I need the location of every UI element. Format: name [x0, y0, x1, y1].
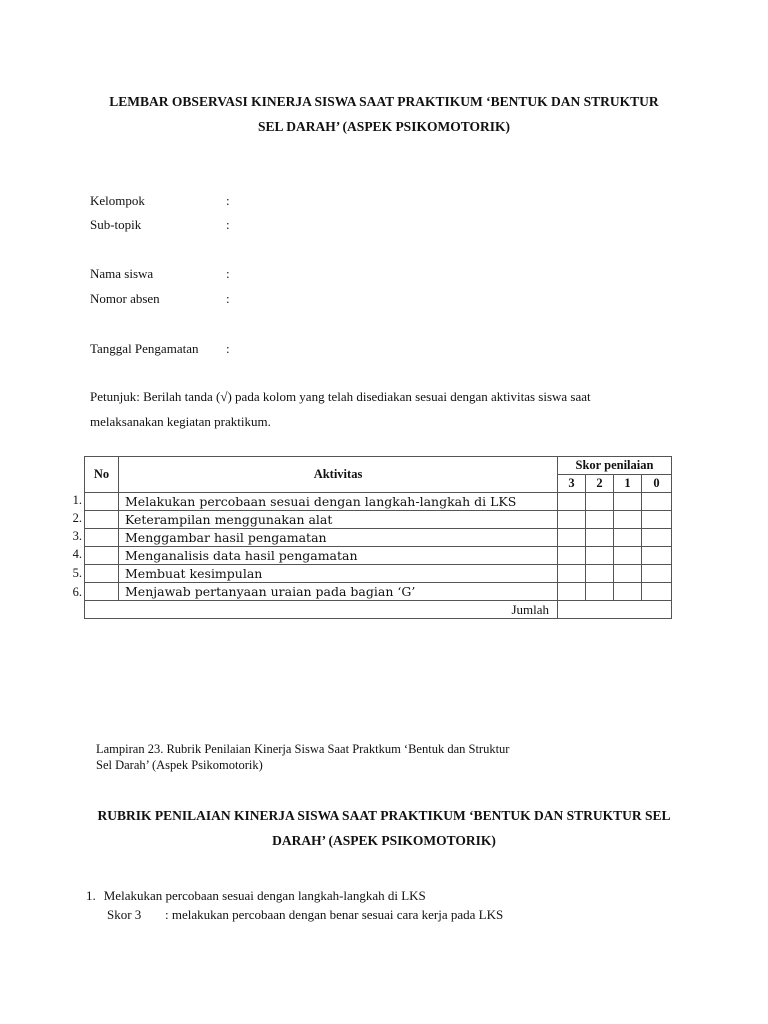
- activity-cell: Melakukan percobaan sesuai dengan langkah-langkah di LKS: [119, 493, 558, 511]
- score-cell[interactable]: [642, 529, 672, 547]
- score-cell[interactable]: [642, 583, 672, 601]
- no-cell: [85, 547, 119, 565]
- score-cell[interactable]: [642, 565, 672, 583]
- activity-cell: Menjawab pertanyaan uraian pada bagian ‘G’: [119, 583, 558, 601]
- score-cell[interactable]: [614, 529, 642, 547]
- score-cell[interactable]: [614, 493, 642, 511]
- row-number: 3.: [72, 529, 82, 543]
- header-score: Skor penilaian: [558, 457, 672, 475]
- field-colon: :: [226, 193, 230, 208]
- table-header-row: [85, 457, 672, 475]
- instruction-line-1: Petunjuk: Berilah tanda (√) pada kolom yang telah disediakan sesuai dengan aktivitas siswa saat: [90, 389, 591, 404]
- score-cell[interactable]: [614, 511, 642, 529]
- field-colon: :: [226, 266, 230, 281]
- observation-table: [84, 456, 672, 619]
- rubric-title-line-2: DARAH’ (ASPEK PSIKOMOTORIK): [272, 833, 496, 848]
- total-row: [85, 601, 672, 619]
- field-kelompok: [90, 193, 230, 209]
- rubric-title-line-1: RUBRIK PENILAIAN KINERJA SISWA SAAT PRAKTIKUM ‘BENTUK DAN STRUKTUR SEL: [97, 808, 671, 823]
- field-nomor-absen: [90, 291, 230, 307]
- instruction-line-2: melaksanakan kegiatan praktikum.: [90, 414, 271, 429]
- rubric-item: [86, 887, 426, 905]
- score-cell[interactable]: [642, 511, 672, 529]
- row-number: 4.: [72, 547, 82, 561]
- field-colon: :: [226, 291, 230, 306]
- rubric-title: [60, 803, 708, 853]
- score-cell[interactable]: [586, 493, 614, 511]
- row-number: 5.: [72, 566, 82, 580]
- score-level: 3: [558, 475, 586, 493]
- rubric-item-number: 1.: [86, 888, 96, 903]
- field-sub-topik: [90, 217, 230, 233]
- table-row: [85, 583, 672, 601]
- score-cell[interactable]: [614, 565, 642, 583]
- activity-cell: Menggambar hasil pengamatan: [119, 529, 558, 547]
- score-cell[interactable]: [586, 583, 614, 601]
- row-number: 2.: [72, 511, 82, 525]
- row-number: 6.: [72, 585, 82, 599]
- rubric-score-label: Skor 3: [107, 907, 142, 922]
- field-label: Nama siswa: [90, 266, 154, 281]
- total-label: Jumlah: [85, 601, 558, 619]
- table-row: [85, 565, 672, 583]
- title-line-2: SEL DARAH’ (ASPEK PSIKOMOTORIK): [258, 119, 510, 134]
- score-cell[interactable]: [586, 511, 614, 529]
- field-label: Nomor absen: [90, 291, 160, 306]
- table-row: [85, 529, 672, 547]
- appendix-line-2: Sel Darah’ (Aspek Psikomotorik): [96, 758, 263, 772]
- no-cell: [85, 565, 119, 583]
- score-cell[interactable]: [586, 565, 614, 583]
- field-nama-siswa: [90, 266, 230, 282]
- activity-cell: Menganalisis data hasil pengamatan: [119, 547, 558, 565]
- score-level: 2: [586, 475, 614, 493]
- score-cell[interactable]: [558, 583, 586, 601]
- row-number: 1.: [72, 493, 82, 507]
- rubric-score-text: : melakukan percobaan dengan benar sesuai cara kerja pada LKS: [165, 907, 504, 922]
- score-cell[interactable]: [558, 565, 586, 583]
- score-cell[interactable]: [586, 547, 614, 565]
- table-row: [85, 493, 672, 511]
- activity-cell: Membuat kesimpulan: [119, 565, 558, 583]
- score-cell[interactable]: [558, 529, 586, 547]
- rubric-item-text: Melakukan percobaan sesuai dengan langkah-langkah di LKS: [103, 888, 426, 903]
- appendix-line-1: Lampiran 23. Rubrik Penilaian Kinerja Siswa Saat Praktkum ‘Bentuk dan Struktur: [96, 742, 510, 756]
- field-label: Kelompok: [90, 193, 145, 208]
- field-label: Sub-topik: [90, 217, 142, 232]
- field-tanggal-pengamatan: [90, 341, 230, 357]
- field-label: Tanggal Pengamatan: [90, 341, 199, 356]
- field-colon: :: [226, 217, 230, 232]
- score-level: 0: [642, 475, 672, 493]
- title-line-1: LEMBAR OBSERVASI KINERJA SISWA SAAT PRAKTIKUM ‘BENTUK DAN STRUKTUR: [109, 94, 659, 109]
- total-value-cell[interactable]: [558, 601, 672, 619]
- table-row: [85, 547, 672, 565]
- score-cell[interactable]: [614, 583, 642, 601]
- score-level: 1: [614, 475, 642, 493]
- rubric-score-line: [107, 906, 503, 924]
- score-cell[interactable]: [614, 547, 642, 565]
- no-cell: [85, 529, 119, 547]
- page-title: [60, 89, 708, 139]
- instruction: [90, 384, 650, 434]
- score-cell[interactable]: [642, 493, 672, 511]
- score-cell[interactable]: [558, 511, 586, 529]
- no-cell: [85, 583, 119, 601]
- no-cell: [85, 493, 119, 511]
- no-cell: [85, 511, 119, 529]
- header-activity: Aktivitas: [119, 457, 558, 493]
- score-cell[interactable]: [558, 493, 586, 511]
- appendix-caption: [96, 741, 576, 773]
- score-cell[interactable]: [642, 547, 672, 565]
- header-no: No: [85, 457, 119, 493]
- field-colon: :: [226, 341, 230, 356]
- score-cell[interactable]: [586, 529, 614, 547]
- activity-cell: Keterampilan menggunakan alat: [119, 511, 558, 529]
- table-row: [85, 511, 672, 529]
- score-cell[interactable]: [558, 547, 586, 565]
